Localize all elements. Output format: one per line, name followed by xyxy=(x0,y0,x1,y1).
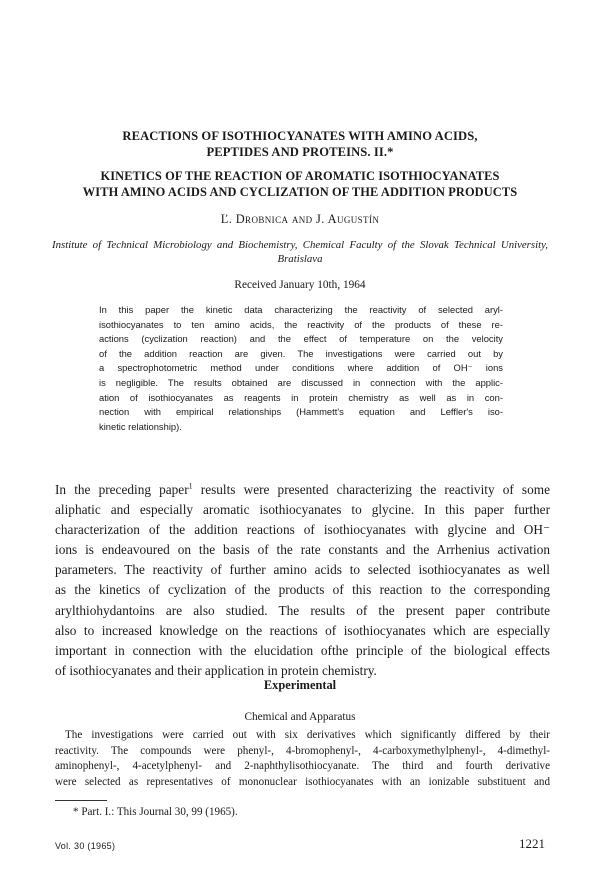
intro-first-line xyxy=(55,480,550,500)
intro-line: as the kinetics of cyclization of the products of this reaction to the corresponding xyxy=(55,582,550,598)
journal-volume: Vol. 30 (1965) xyxy=(55,841,116,851)
affiliation: Institute of Technical Microbiology and Biochemistry, Chemical Faculty of the Slovak Technical University, Bratislava xyxy=(52,239,548,265)
introduction-paragraph xyxy=(55,480,550,681)
page-number: 1221 xyxy=(519,836,545,851)
footnote: * Part. I.: This Journal 30, 99 (1965). xyxy=(73,806,238,818)
title-line-1: REACTIONS OF ISOTHIOCYANATES WITH AMINO ACIDS, xyxy=(122,129,478,143)
intro-line: arylthiohydantoins are also studied. The results of the present paper contribute xyxy=(55,602,550,618)
intro-line: of isothiocyanates and their application in protein chemistry. xyxy=(55,662,377,678)
abstract-line: of the addition reaction are given. The investigations were carried out by xyxy=(99,347,503,359)
intro-line: important in connection with the elucidation ofthe principle of the biological effects xyxy=(55,642,550,658)
intro-text: results were presented characterizing the reactivity of some xyxy=(192,482,550,497)
authors: Ľ. Drobnica and J. Augustín xyxy=(220,212,380,226)
abstract-line: ation of isothiocyanates as reagents in protein chemistry as well as in con- xyxy=(99,391,503,403)
intro-line: parameters. The reactivity of further amino acids to selected isothiocyanates as well xyxy=(55,562,550,578)
intro-text: In the preceding paper xyxy=(55,482,189,497)
abstract-line: a spectrophotometric method under conditions where addition of OH⁻ ions xyxy=(99,362,503,374)
experimental-line: aminophenyl-, 4-acetylphenyl- and 2-naphthylisothiocyanate. The third and fourth derivative xyxy=(55,760,550,773)
paper-subtitle xyxy=(40,168,560,200)
abstract-line: In this paper the kinetic data characterizing the reactivity of selected aryl- xyxy=(99,304,503,315)
experimental-paragraph xyxy=(55,728,550,790)
abstract-line: nection with empirical relationships (Hammett's equation and Leffler's iso- xyxy=(99,406,503,418)
intro-line: also to increased knowledge on the reactions of isothiocyanates which are especially xyxy=(55,622,550,638)
abstract-line: is negligible. The results obtained are discussed in connection with the applic- xyxy=(99,376,503,388)
title-line-4: WITH AMINO ACIDS AND CYCLIZATION OF THE ADDITION PRODUCTS xyxy=(82,185,518,199)
intro-line: characterization of the addition reactions of isothiocyanates with glycine and OH⁻ xyxy=(55,522,550,538)
experimental-line: were selected as representatives of mononuclear isothiocyanates with an ionizable substituent and xyxy=(55,775,550,788)
intro-line: ions is endeavoured on the basis of the rate constants and the Arrhenius activation xyxy=(55,542,550,558)
title-line-2: PEPTIDES AND PROTEINS. II.* xyxy=(206,145,394,159)
reference-1: 1 xyxy=(188,481,193,491)
experimental-line: The investigations were carried out with six derivatives which significantly differed by their xyxy=(65,729,550,741)
title-line-3: KINETICS OF THE REACTION OF AROMATIC ISOTHIOCYANATES xyxy=(100,169,500,183)
abstract-line: actions (cyclization reaction) and the effect of temperature on the velocity xyxy=(99,333,503,345)
experimental-line: reactivity. The compounds were phenyl-, 4-bromophenyl-, 4-carboxymethylphenyl-, 4-dimethyl- xyxy=(55,744,550,757)
subsection-heading: Chemical and Apparatus xyxy=(244,711,356,723)
abstract-line: kinetic relationship). xyxy=(99,420,182,432)
paper-title xyxy=(40,128,560,160)
intro-line: aliphatic and especially aromatic isothiocyanates to glycine. In this paper further xyxy=(55,502,550,518)
abstract xyxy=(99,303,503,434)
received-date: Received January 10th, 1964 xyxy=(234,279,366,291)
footnote-rule xyxy=(55,800,107,801)
abstract-line: isothiocyanates to ten amino acids, the reactivity of the products of these re- xyxy=(99,318,503,330)
section-heading: Experimental xyxy=(263,678,337,692)
